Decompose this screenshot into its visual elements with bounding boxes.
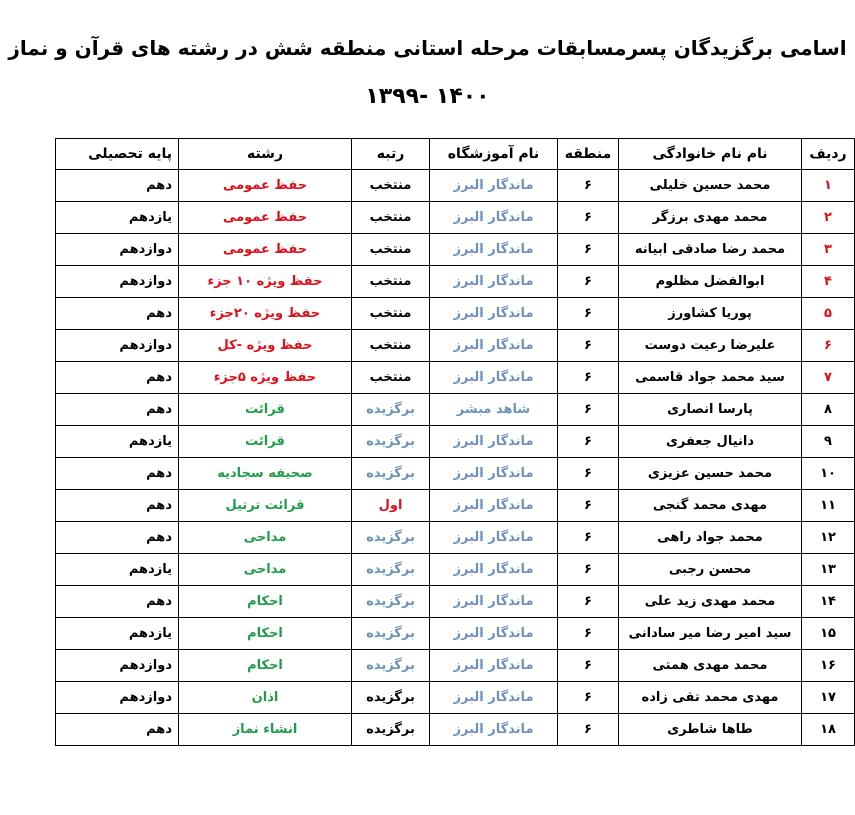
cell-field: اذان bbox=[179, 682, 352, 714]
table-row bbox=[56, 490, 855, 522]
cell-name: محمد جواد راهی bbox=[619, 522, 802, 554]
table-row bbox=[56, 234, 855, 266]
cell-name: محمد مهدی زید علی bbox=[619, 586, 802, 618]
cell-region: ۶ bbox=[558, 330, 619, 362]
cell-region: ۶ bbox=[558, 266, 619, 298]
cell-grade: یازدهم bbox=[56, 202, 179, 234]
cell-rank: منتخب bbox=[352, 170, 430, 202]
cell-field: صحیفه سجادیه bbox=[179, 458, 352, 490]
cell-rank: برگزیده bbox=[352, 394, 430, 426]
cell-grade: دهم bbox=[56, 170, 179, 202]
cell-index: ۷ bbox=[802, 362, 855, 394]
cell-name: پوریا کشاورز bbox=[619, 298, 802, 330]
cell-name: محسن رجبی bbox=[619, 554, 802, 586]
cell-rank: برگزیده bbox=[352, 458, 430, 490]
cell-rank: منتخب bbox=[352, 330, 430, 362]
cell-index: ۱۴ bbox=[802, 586, 855, 618]
table-row bbox=[56, 522, 855, 554]
header-school: نام آموزشگاه bbox=[430, 139, 558, 170]
table-body bbox=[56, 170, 855, 746]
cell-region: ۶ bbox=[558, 650, 619, 682]
cell-index: ۹ bbox=[802, 426, 855, 458]
cell-index: ۱۲ bbox=[802, 522, 855, 554]
cell-region: ۶ bbox=[558, 554, 619, 586]
cell-name: محمد حسین عزیزی bbox=[619, 458, 802, 490]
cell-index: ۳ bbox=[802, 234, 855, 266]
cell-index: ۱۸ bbox=[802, 714, 855, 746]
cell-index: ۱۰ bbox=[802, 458, 855, 490]
table-row bbox=[56, 586, 855, 618]
cell-rank: منتخب bbox=[352, 362, 430, 394]
page-title: اسامی برگزیدگان پسرمسابقات مرحله استانی منطقه شش در رشته های قرآن و نماز bbox=[8, 36, 847, 60]
winners-table bbox=[55, 138, 855, 746]
cell-field: مداحی bbox=[179, 554, 352, 586]
cell-index: ۶ bbox=[802, 330, 855, 362]
cell-field: قرائت ترتیل bbox=[179, 490, 352, 522]
cell-field: حفظ عمومی bbox=[179, 202, 352, 234]
table-row bbox=[56, 298, 855, 330]
cell-rank: برگزیده bbox=[352, 522, 430, 554]
cell-school: ماندگار البرز bbox=[430, 554, 558, 586]
cell-region: ۶ bbox=[558, 522, 619, 554]
table-row bbox=[56, 394, 855, 426]
cell-grade: دهم bbox=[56, 714, 179, 746]
cell-region: ۶ bbox=[558, 586, 619, 618]
cell-grade: دوازدهم bbox=[56, 330, 179, 362]
cell-rank: برگزیده bbox=[352, 682, 430, 714]
header-grade: پایه تحصیلی bbox=[56, 139, 179, 170]
cell-name: پارسا انصاری bbox=[619, 394, 802, 426]
cell-school: ماندگار البرز bbox=[430, 618, 558, 650]
table-row bbox=[56, 362, 855, 394]
header-index: ردیف bbox=[802, 139, 855, 170]
cell-school: ماندگار البرز bbox=[430, 682, 558, 714]
cell-index: ۱۱ bbox=[802, 490, 855, 522]
cell-name: طاها شاطری bbox=[619, 714, 802, 746]
cell-school: ماندگار البرز bbox=[430, 714, 558, 746]
cell-rank: منتخب bbox=[352, 298, 430, 330]
cell-school: ماندگار البرز bbox=[430, 426, 558, 458]
cell-school: ماندگار البرز bbox=[430, 298, 558, 330]
cell-grade: یازدهم bbox=[56, 554, 179, 586]
cell-rank: برگزیده bbox=[352, 650, 430, 682]
cell-school: ماندگار البرز bbox=[430, 522, 558, 554]
cell-rank: برگزیده bbox=[352, 714, 430, 746]
cell-name: دانیال جعفری bbox=[619, 426, 802, 458]
cell-grade: دهم bbox=[56, 362, 179, 394]
cell-index: ۲ bbox=[802, 202, 855, 234]
cell-field: حفظ عمومی bbox=[179, 234, 352, 266]
cell-grade: دوازدهم bbox=[56, 234, 179, 266]
header-region: منطقه bbox=[558, 139, 619, 170]
cell-school: شاهد مبشر bbox=[430, 394, 558, 426]
cell-name: محمد مهدی برزگر bbox=[619, 202, 802, 234]
cell-grade: دوازدهم bbox=[56, 650, 179, 682]
cell-index: ۱۵ bbox=[802, 618, 855, 650]
table-row bbox=[56, 202, 855, 234]
header-rank: رتبه bbox=[352, 139, 430, 170]
cell-rank: برگزیده bbox=[352, 426, 430, 458]
cell-school: ماندگار البرز bbox=[430, 458, 558, 490]
cell-rank: منتخب bbox=[352, 234, 430, 266]
cell-field: حفظ ویژه ۵جزء bbox=[179, 362, 352, 394]
header-field: رشته bbox=[179, 139, 352, 170]
cell-school: ماندگار البرز bbox=[430, 330, 558, 362]
cell-rank: اول bbox=[352, 490, 430, 522]
table-row bbox=[56, 458, 855, 490]
cell-grade: دهم bbox=[56, 298, 179, 330]
cell-name: مهدی محمد تقی زاده bbox=[619, 682, 802, 714]
cell-field: حفظ ویژه ۲۰جزء bbox=[179, 298, 352, 330]
cell-region: ۶ bbox=[558, 394, 619, 426]
table-row bbox=[56, 650, 855, 682]
cell-name: محمد رضا صادقی ابیانه bbox=[619, 234, 802, 266]
cell-field: احکام bbox=[179, 618, 352, 650]
cell-grade: دهم bbox=[56, 522, 179, 554]
cell-field: قرائت bbox=[179, 394, 352, 426]
cell-grade: یازدهم bbox=[56, 426, 179, 458]
cell-region: ۶ bbox=[558, 298, 619, 330]
cell-grade: دهم bbox=[56, 490, 179, 522]
cell-school: ماندگار البرز bbox=[430, 650, 558, 682]
cell-region: ۶ bbox=[558, 234, 619, 266]
cell-school: ماندگار البرز bbox=[430, 202, 558, 234]
table-row bbox=[56, 714, 855, 746]
cell-name: محمد حسین خلیلی bbox=[619, 170, 802, 202]
cell-region: ۶ bbox=[558, 682, 619, 714]
cell-index: ۸ bbox=[802, 394, 855, 426]
cell-region: ۶ bbox=[558, 714, 619, 746]
cell-grade: دوازدهم bbox=[56, 682, 179, 714]
page-subtitle-year: ۱۴۰۰ -۱۳۹۹ bbox=[365, 84, 490, 109]
table-row bbox=[56, 266, 855, 298]
cell-region: ۶ bbox=[558, 458, 619, 490]
cell-school: ماندگار البرز bbox=[430, 490, 558, 522]
cell-index: ۵ bbox=[802, 298, 855, 330]
cell-index: ۱ bbox=[802, 170, 855, 202]
cell-field: حفظ عمومی bbox=[179, 170, 352, 202]
cell-school: ماندگار البرز bbox=[430, 362, 558, 394]
table-row bbox=[56, 330, 855, 362]
table-row bbox=[56, 170, 855, 202]
cell-region: ۶ bbox=[558, 490, 619, 522]
cell-field: احکام bbox=[179, 586, 352, 618]
cell-school: ماندگار البرز bbox=[430, 170, 558, 202]
cell-grade: دهم bbox=[56, 458, 179, 490]
cell-field: حفظ ویژه ۱۰ جزء bbox=[179, 266, 352, 298]
cell-grade: دهم bbox=[56, 394, 179, 426]
cell-grade: یازدهم bbox=[56, 618, 179, 650]
table-row bbox=[56, 426, 855, 458]
cell-field: حفظ ویژه -کل bbox=[179, 330, 352, 362]
cell-rank: برگزیده bbox=[352, 618, 430, 650]
cell-name: علیرضا رعیت دوست bbox=[619, 330, 802, 362]
cell-rank: برگزیده bbox=[352, 554, 430, 586]
header-name: نام نام خانوادگی bbox=[619, 139, 802, 170]
table-row bbox=[56, 618, 855, 650]
cell-grade: دهم bbox=[56, 586, 179, 618]
cell-field: انشاء نماز bbox=[179, 714, 352, 746]
cell-school: ماندگار البرز bbox=[430, 266, 558, 298]
cell-rank: منتخب bbox=[352, 266, 430, 298]
cell-school: ماندگار البرز bbox=[430, 586, 558, 618]
cell-school: ماندگار البرز bbox=[430, 234, 558, 266]
cell-index: ۱۷ bbox=[802, 682, 855, 714]
cell-name: مهدی محمد گنجی bbox=[619, 490, 802, 522]
cell-field: قرائت bbox=[179, 426, 352, 458]
cell-name: محمد مهدی همتی bbox=[619, 650, 802, 682]
cell-index: ۱۶ bbox=[802, 650, 855, 682]
cell-name: ابوالفضل مظلوم bbox=[619, 266, 802, 298]
cell-index: ۴ bbox=[802, 266, 855, 298]
cell-region: ۶ bbox=[558, 618, 619, 650]
cell-region: ۶ bbox=[558, 362, 619, 394]
table-row bbox=[56, 554, 855, 586]
cell-region: ۶ bbox=[558, 170, 619, 202]
cell-field: احکام bbox=[179, 650, 352, 682]
cell-region: ۶ bbox=[558, 426, 619, 458]
cell-index: ۱۳ bbox=[802, 554, 855, 586]
cell-rank: منتخب bbox=[352, 202, 430, 234]
table-row bbox=[56, 682, 855, 714]
cell-grade: دوازدهم bbox=[56, 266, 179, 298]
cell-region: ۶ bbox=[558, 202, 619, 234]
cell-field: مداحی bbox=[179, 522, 352, 554]
cell-name: سید امیر رضا میر سادانی bbox=[619, 618, 802, 650]
table-header-row bbox=[56, 139, 855, 170]
cell-name: سید محمد جواد قاسمی bbox=[619, 362, 802, 394]
cell-rank: برگزیده bbox=[352, 586, 430, 618]
